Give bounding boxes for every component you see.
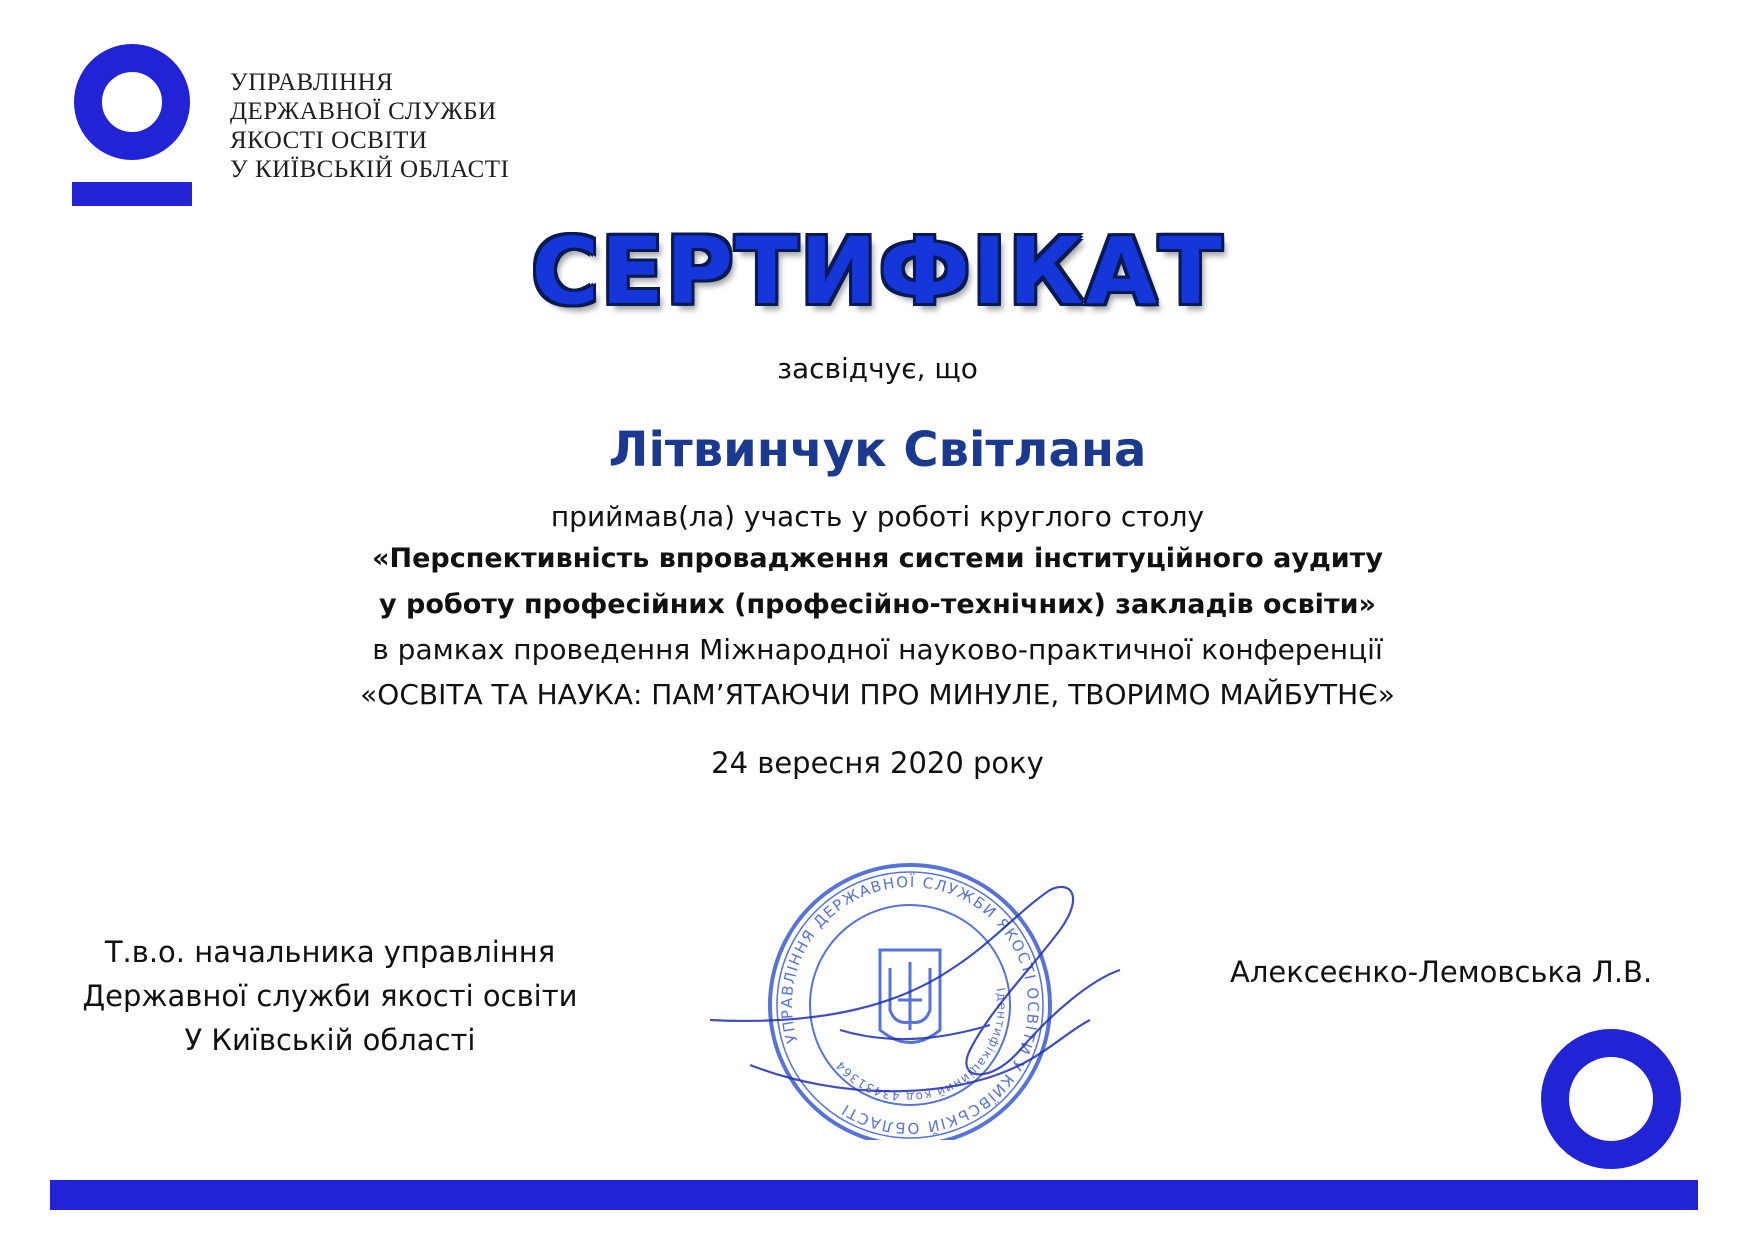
stamp-code: Ідентифікаційний код 43431364 — [832, 986, 1010, 1105]
org-line-3: ЯКОСТІ ОСВІТИ — [230, 127, 428, 154]
conference-intro: в рамках проведення Міжнародної науково-практичної конференції — [372, 633, 1383, 666]
ring-logo-icon — [1540, 1028, 1682, 1170]
signer-position-line-3: У Київській області — [184, 1023, 476, 1057]
topic-line-1: «Перспективність впровадження системи інституційного аудиту — [372, 543, 1383, 574]
ring-over-bar-logo-icon — [72, 42, 192, 210]
certificate-title: СЕРТИФІКАТ — [531, 218, 1224, 325]
org-line-1: УПРАВЛІННЯ — [230, 69, 394, 96]
signer-name: Алексеєнко-Лемовська Л.В. — [1230, 955, 1653, 989]
official-stamp — [690, 850, 1130, 1140]
participation-text: приймав(ла) участь у роботі круглого столу — [550, 500, 1205, 533]
footer-bar — [50, 1180, 1698, 1210]
conference-name: «ОСВІТА ТА НАУКА: ПАМ’ЯТАЮЧИ ПРО МИНУЛЕ, ТВОРИМО МАЙБУТНЄ» — [360, 678, 1395, 711]
trident-emblem-icon — [880, 950, 940, 1043]
signer-position — [60, 930, 600, 1062]
stamp-text: УПРАВЛІННЯ ДЕРЖАВНОЇ СЛУЖБИ ЯКОСТІ ОСВІТИ У КИЇВСЬКІЙ ОБЛАСТІ — [777, 872, 1043, 1138]
org-line-2: ДЕРЖАВНОЇ СЛУЖБИ — [230, 98, 497, 125]
event-date: 24 вересня 2020 року — [711, 746, 1044, 780]
certifies-text: засвідчує, що — [777, 352, 978, 385]
person-name: Літвинчук Світлана — [608, 422, 1147, 478]
signer-position-line-1: Т.в.о. начальника управління — [104, 935, 556, 969]
org-line-4: У КИЇВСЬКІЙ ОБЛАСТІ — [230, 156, 510, 183]
topic-line-2: у роботу професійних (професійно-технічних) закладів освіти» — [379, 589, 1376, 620]
signer-position-line-2: Державної служби якості освіти — [82, 979, 578, 1013]
organization-name — [230, 68, 509, 184]
